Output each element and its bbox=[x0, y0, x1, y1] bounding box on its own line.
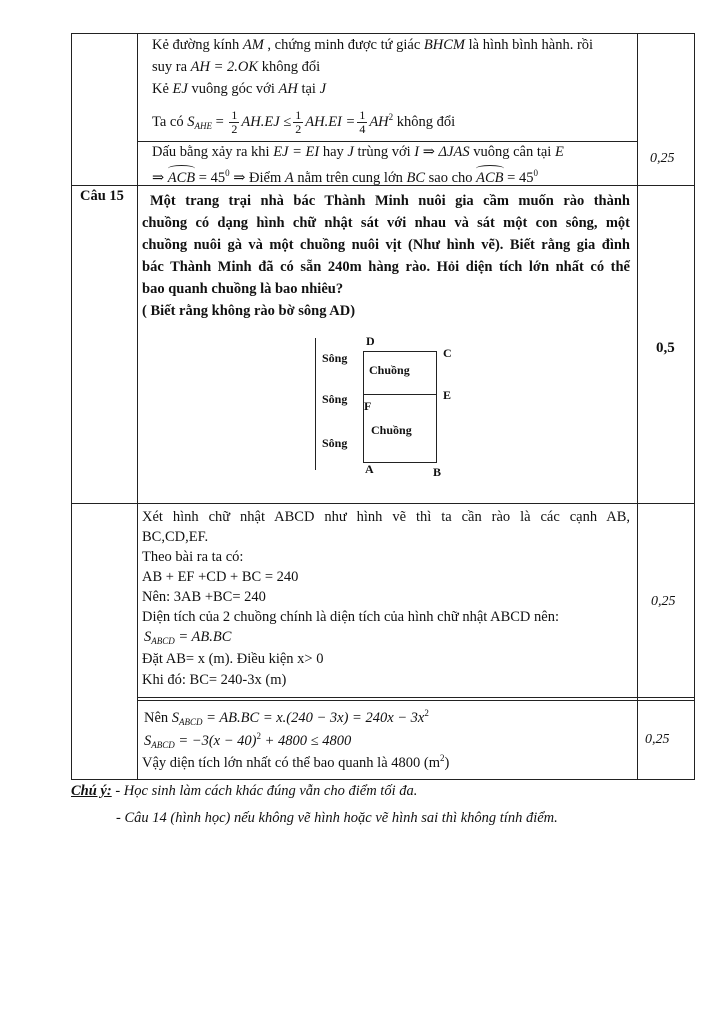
fence-ef bbox=[363, 394, 436, 395]
problem-line-2: chuồng có dạng hình chữ nhật sát với nhau và sát một con sông, một bbox=[142, 215, 630, 231]
sol1-score: 0,25 bbox=[651, 594, 676, 609]
fraction-2: $\frac{1}{2}$ bbox=[295, 108, 302, 137]
sol1-line-6: Diện tích của 2 chuồng chính là diện tích của hình chữ nhật ABCD nên: bbox=[142, 609, 559, 625]
sol2-score: 0,25 bbox=[645, 732, 670, 747]
problem-line-4: bác Thành Minh đã có sẵn 240m hàng rào. Hỏi diện tích lớn nhất có thể bbox=[142, 259, 630, 275]
sol1-line-1: Xét hình chữ nhật ABCD như hình vẽ thì ta cần rào là các cạnh AB, bbox=[142, 509, 630, 525]
top-line-6: ⇒ ACB = $45^0$ ⇒ Điểm A nằm trên cung lớn BC sao cho ACB = $45^0$ bbox=[152, 168, 538, 186]
note-line-1: Chú ý: - Học sinh làm cách khác đúng vẫn cho điểm tối đa. bbox=[71, 783, 418, 799]
top-line-1: Kẻ đường kính AM , chứng minh được tứ giác BHCM là hình bình hành. rồi bbox=[152, 37, 594, 53]
label-B: B bbox=[433, 465, 442, 479]
note-line-2: - Câu 14 (hình học) nếu không vẽ hình hoặc vẽ hình sai thì không tính điểm. bbox=[116, 810, 558, 826]
sol2-line-3: Vậy diện tích lớn nhất có thể bao quanh là 4800 $(m^2)$ bbox=[142, 753, 450, 771]
sol1-line-2: BC,CD,EF. bbox=[142, 529, 209, 545]
label-D: D bbox=[366, 334, 375, 348]
row-divider-d2 bbox=[137, 700, 695, 701]
table-col-divider-2 bbox=[637, 33, 638, 780]
table-left-border bbox=[71, 33, 72, 780]
problem-line-5: bao quanh chuồng là bao nhiêu? bbox=[142, 281, 344, 297]
label-C: C bbox=[443, 346, 452, 360]
label-F: F bbox=[364, 399, 372, 413]
table-right-border bbox=[694, 33, 695, 780]
problem-line-3: chuồng nuôi gà và một chuồng nuôi vịt (Như hình vẽ). Biết rằng gia đình bbox=[142, 237, 630, 253]
sol1-line-3: Theo bài ra ta có: bbox=[142, 549, 244, 565]
river-line bbox=[315, 338, 316, 470]
river-label-3: Sông bbox=[322, 436, 348, 450]
row-divider-c bbox=[71, 503, 695, 504]
problem-note: ( Biết rằng không rào bờ sông AD) bbox=[142, 303, 356, 319]
pen-label-1: Chuồng bbox=[369, 363, 410, 377]
label-E: E bbox=[443, 388, 452, 402]
question-label: Câu 15 bbox=[80, 188, 124, 204]
table-col-divider-1 bbox=[137, 33, 138, 780]
top-line-3: Kẻ EJ vuông góc với AH tại J bbox=[152, 81, 327, 97]
sol1-line-8: Đặt AB= x (m). Điều kiện x> 0 bbox=[142, 651, 324, 667]
table-top-border bbox=[71, 33, 695, 34]
river-label-1: Sông bbox=[322, 351, 348, 365]
sol2-line-1: Nên $S_{ABCD} = AB.BC = x.(240 - 3x) = 240x - 3x^2$ bbox=[144, 708, 429, 727]
sol1-line-9: Khi đó: BC= 240-3x (m) bbox=[142, 672, 287, 688]
fraction-3: $\frac{1}{4}$ bbox=[359, 108, 366, 137]
top-line-5: Dấu bằng xảy ra khi EJ = EI hay J trùng với I ⇒ ΔJAS vuông cân tại E bbox=[152, 144, 564, 160]
sol1-line-5: Nên: 3AB +BC= 240 bbox=[142, 589, 266, 605]
sol1-line-4: AB + EF +CD + BC = 240 bbox=[142, 569, 299, 585]
pen-label-2: Chuồng bbox=[371, 423, 412, 437]
fraction-1: $\frac{1}{2}$ bbox=[231, 108, 238, 137]
problem-line-1: Một trang trại nhà bác Thành Minh nuôi gia cầm muốn rào thành bbox=[150, 193, 630, 209]
table-bottom-border bbox=[71, 779, 695, 780]
question-score: 0,5 bbox=[656, 340, 675, 356]
top-line-4-area-formula: Ta có $S_{AHE}$ = $\frac{1}{2}$ AH.EJ ≤ $\frac{1}{2}$ AH.EI = $\frac{1}{4}$ $AH^2$ không đổi bbox=[152, 108, 456, 137]
label-A: A bbox=[365, 462, 374, 476]
sol1-area-formula: $S_{ABCD} = AB.BC$ bbox=[144, 629, 232, 646]
top-line-2: suy ra AH = 2.OK không đổi bbox=[152, 59, 321, 75]
row-divider-d bbox=[137, 697, 695, 698]
pens-figure bbox=[300, 330, 470, 480]
top-score: 0,25 bbox=[650, 151, 675, 166]
sol2-line-2: $S_{ABCD} = -3(x - 40)^2 + 4800 \le 4800$ bbox=[144, 731, 352, 750]
river-label-2: Sông bbox=[322, 392, 348, 406]
